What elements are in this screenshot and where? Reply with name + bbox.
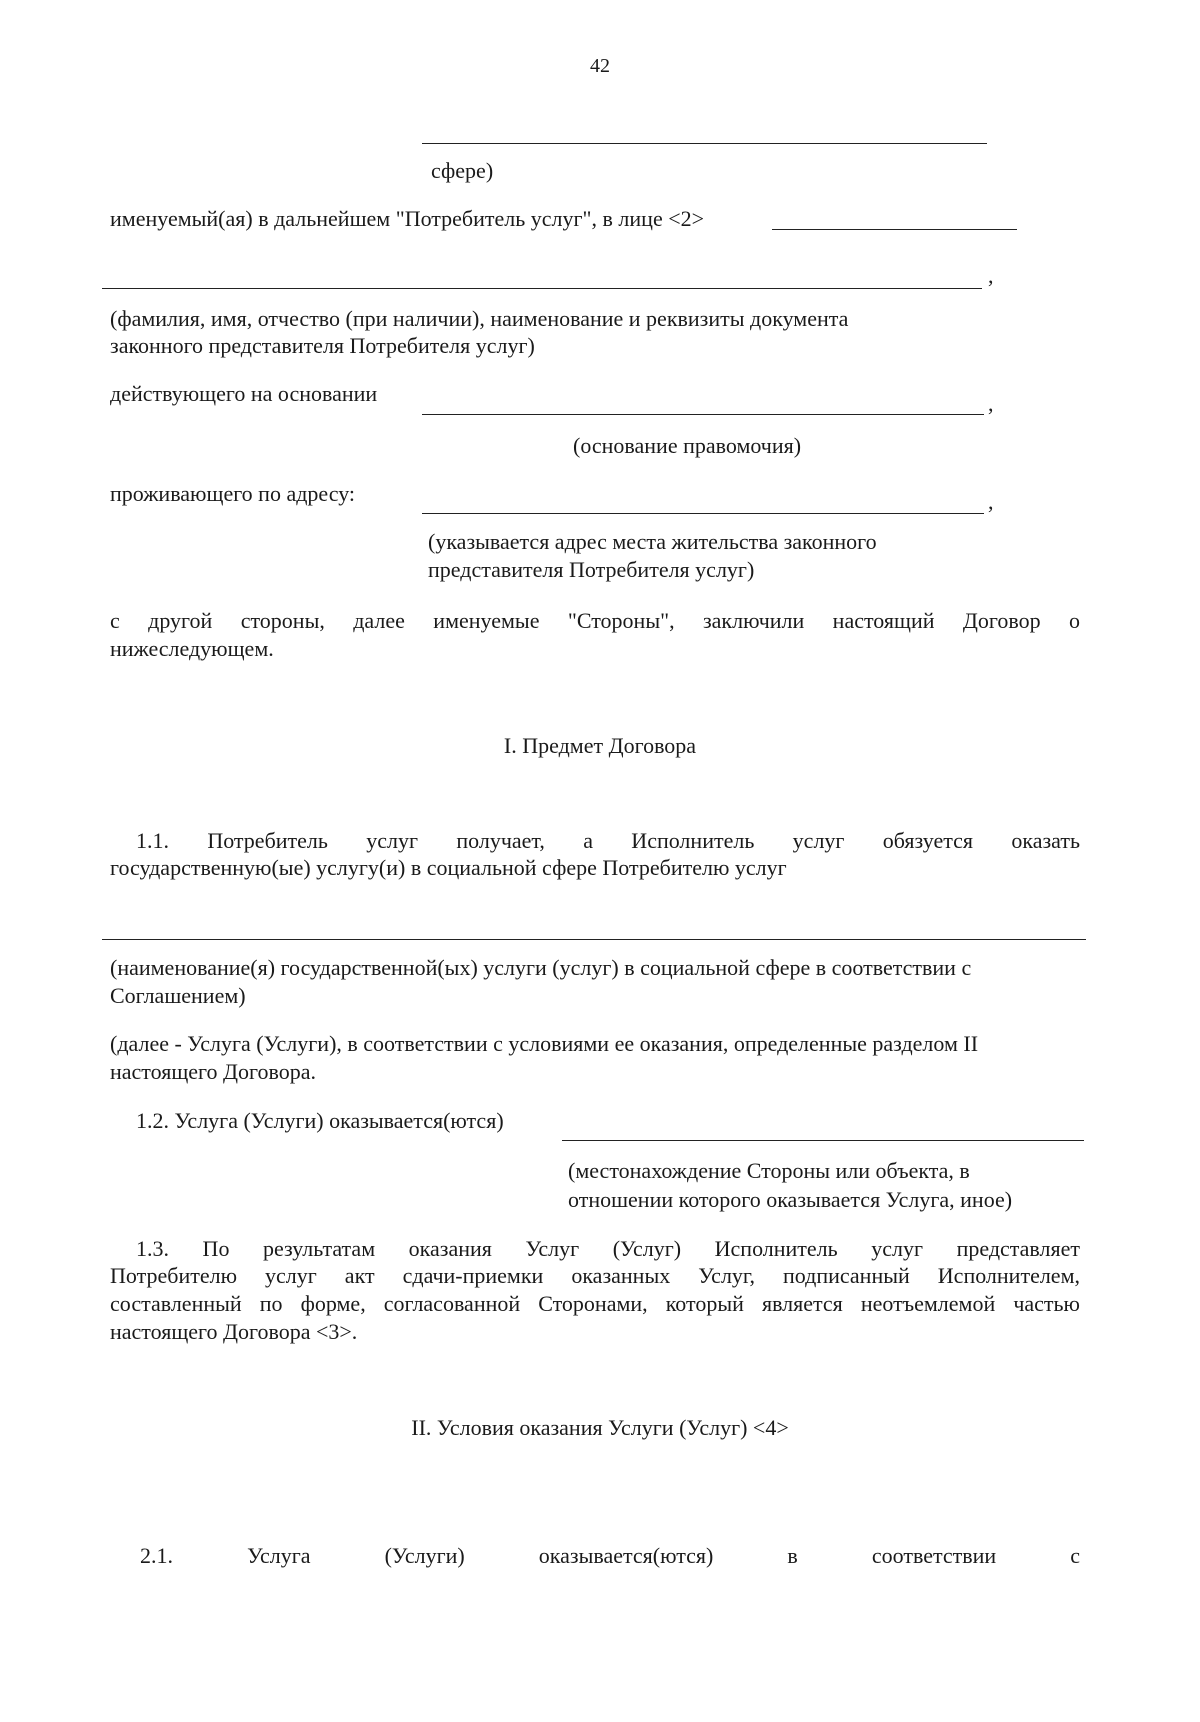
basis-caption: (основание правомочия) [573, 433, 802, 458]
blank-line-address [422, 513, 984, 514]
blank-line-rep-name [102, 288, 982, 289]
p1-1-line1: 1.1. Потребитель услуг получает, а Исполнитель услуг обязуется оказать [136, 828, 1080, 853]
p1-3-line1: 1.3. По результатам оказания Услуг (Услуг) Исполнитель услуг представляет [136, 1236, 1080, 1261]
other-party-line1: с другой стороны, далее именуемые "Стороны", заключили настоящий Договор о [110, 608, 1080, 633]
rep-caption-line2: законного представителя Потребителя услуг) [110, 333, 535, 358]
location-caption-line2: отношении которого оказывается Услуга, иное) [568, 1187, 1013, 1212]
acting-basis-label: действующего на основании [110, 381, 378, 406]
comma-2: , [988, 391, 994, 416]
p1-2-label: 1.2. Услуга (Услуги) оказывается(ются) [136, 1108, 504, 1133]
sphere-tail-text: сфере) [431, 158, 494, 183]
comma-1: , [988, 263, 994, 288]
service-caption-line1: (наименование(я) государственной(ых) услуги (услуг) в социальной сфере в соответствии с [110, 955, 972, 980]
p2-1-line1: 2.1. Услуга (Услуги) оказывается(ются) в соответствии с [140, 1543, 1080, 1568]
p1-1-line2: государственную(ые) услугу(и) в социальной сфере Потребителю услуг [110, 855, 787, 880]
other-party-line2: нижеследующем. [110, 636, 274, 661]
location-caption-line1: (местонахождение Стороны или объекта, в [568, 1158, 970, 1183]
residing-label: проживающего по адресу: [110, 481, 356, 506]
p-after-line1: (далее - Услуга (Услуги), в соответствии с условиями ее оказания, определенные разделом II [110, 1031, 979, 1056]
address-caption-line2: представителя Потребителя услуг) [428, 557, 755, 582]
section-2-title: II. Условия оказания Услуги (Услуг) <4> [411, 1415, 789, 1440]
section-1-title: I. Предмет Договора [503, 733, 697, 758]
page-number: 42 [590, 55, 610, 77]
address-caption-line1: (указывается адрес места жительства законного [428, 529, 877, 554]
blank-line-location [562, 1140, 1084, 1141]
p1-3-line2: Потребителю услуг акт сдачи-приемки оказанных Услуг, подписанный Исполнителем, [110, 1263, 1080, 1288]
p1-3-line3: составленный по форме, согласованной Сторонами, который является неотъемлемой частью [110, 1291, 1080, 1316]
p1-3-line4: настоящего Договора <3>. [110, 1319, 358, 1344]
comma-3: , [988, 489, 994, 514]
blank-line-basis [422, 414, 984, 415]
blank-line-service-name [102, 939, 1086, 940]
blank-line-representative [772, 229, 1017, 230]
blank-line-sphere [422, 143, 987, 144]
named-consumer-text: именуемый(ая) в дальнейшем "Потребитель услуг", в лице <2> [110, 206, 705, 231]
p-after-line2: настоящего Договора. [110, 1059, 316, 1084]
rep-caption-line1: (фамилия, имя, отчество (при наличии), наименование и реквизиты документа [110, 306, 849, 331]
service-caption-line2: Соглашением) [110, 983, 246, 1008]
